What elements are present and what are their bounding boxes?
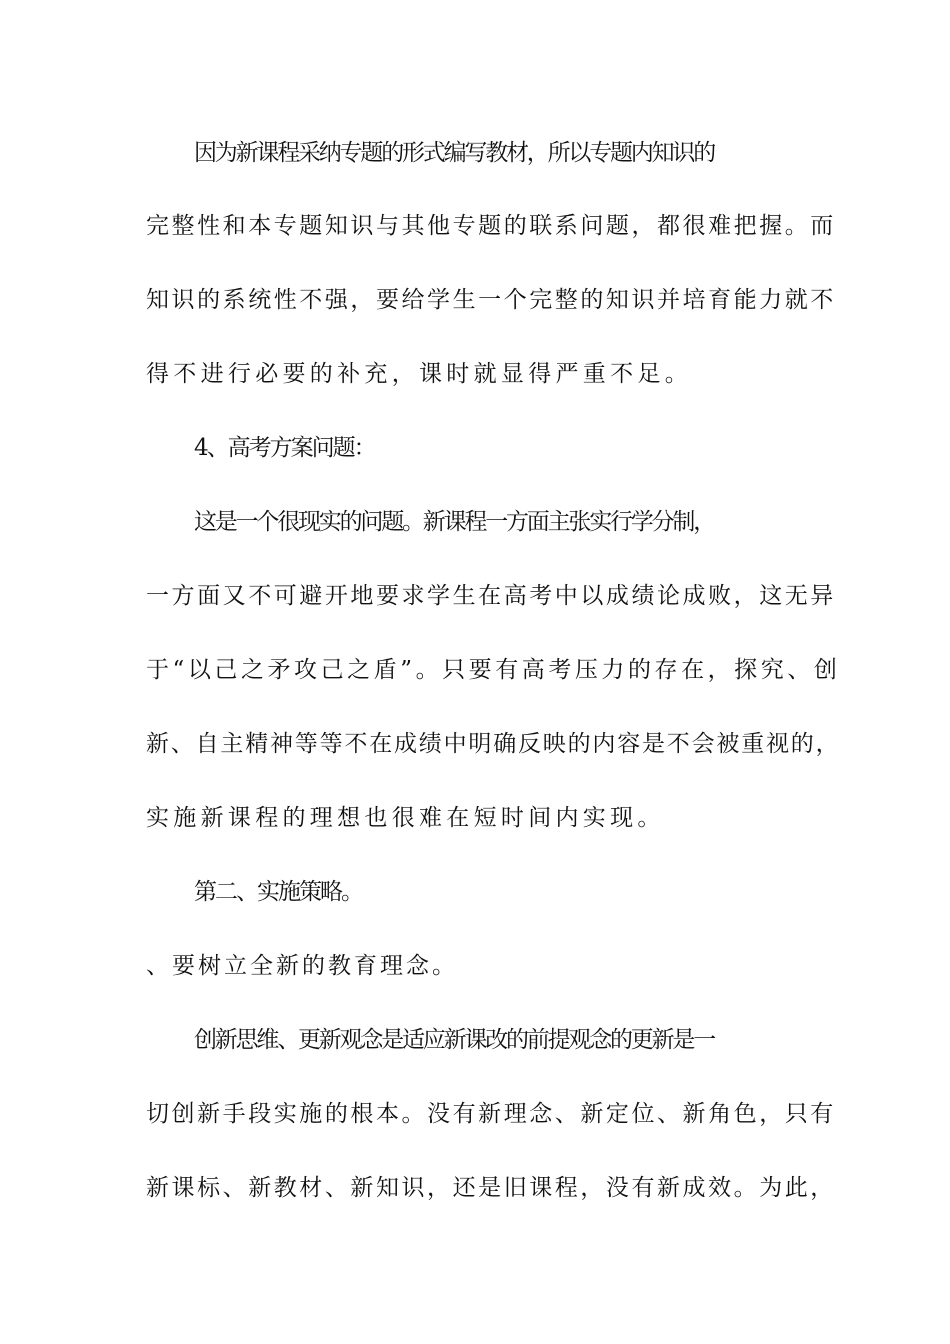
paragraph-line: 完整性和本专题知识与其他专题的联系问题，都很难把握。而	[146, 213, 836, 239]
section-heading: 、要树立全新的教育理念。	[146, 953, 458, 979]
paragraph-line: 知识的系统性不强，要给学生一个完整的知识并培育能力就不	[146, 287, 836, 313]
paragraph-line: 实施新课程的理想也很难在短时间内实现。	[146, 805, 665, 831]
section-heading: 第二、实施策略。	[194, 879, 362, 905]
paragraph-line: 切创新手段实施的根本。没有新理念、新定位、新角色，只有	[146, 1101, 836, 1127]
paragraph-line: 这是一个很现实的问题。新课程一方面主张实行学分制，	[194, 509, 715, 535]
paragraph-line: 新、自主精神等等不在成绩中明确反映的内容是不会被重视的，	[146, 731, 841, 757]
paragraph-line: 新课标、新教材、新知识，还是旧课程，没有新成效。为此，	[146, 1175, 836, 1201]
paragraph-line: 得不进行必要的补充，课时就显得严重不足。	[146, 361, 692, 387]
paragraph-line: 因为新课程采纳专题的形式编写教材，所以专题内知识的	[194, 140, 715, 166]
paragraph-line: 创新思维、更新观念是适应新课改的前提观念的更新是一	[194, 1027, 715, 1053]
section-heading: 4、高考方案问题：	[194, 435, 375, 461]
paragraph-line: 一方面又不可避开地要求学生在高考中以成绩论成败，这无异	[146, 583, 836, 609]
paragraph-line: 于“以己之矛攻己之盾”。只要有高考压力的存在，探究、创	[146, 657, 841, 683]
